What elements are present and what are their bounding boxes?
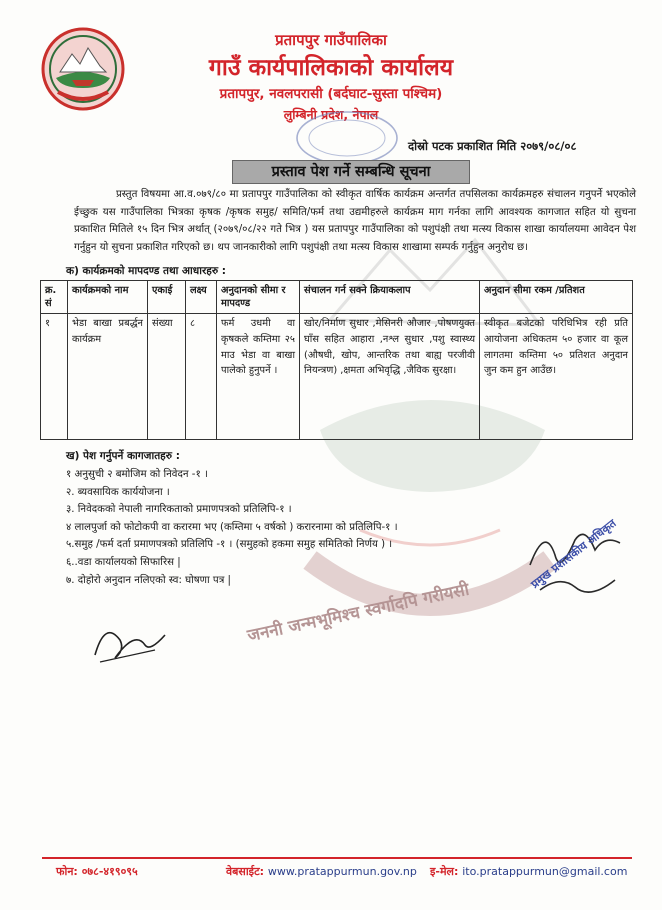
list-item: १ अनुसुची २ बमोजिम को निवेदन -१ । (66, 469, 208, 480)
watermark-motto: जननी जन्मभूमिश्च स्वर्गादपि गरीयसी (245, 579, 472, 647)
footer-web-label: वेबसाईट: (226, 865, 265, 878)
office-stamp-icon (292, 108, 402, 168)
table-row (41, 314, 633, 440)
cell-sn: १ (41, 314, 68, 440)
cell-target: ८ (186, 314, 217, 440)
list-item: ४ लालपुर्जा को फोटोकपी वा करारमा भए (कम्तिमा ५ वर्षको ) करारनामा को प्रतिलिपि-१ । (66, 521, 398, 533)
list-item: ५.समुह /फर्म दर्ता प्रमाणपत्रको प्रतिलिपि -१ । (समुहको हकमा समुह समितिको निर्णय ) । (66, 539, 393, 551)
col-header-activities: संचालन गर्न सक्ने क्रियाकलाप (300, 281, 480, 314)
footer-email-label: इ-मेल: (430, 865, 459, 878)
office-title: गाउँ कार्यपालिकाको कार्यालय (208, 55, 454, 81)
list-item: ३. निवेदकको नेपाली नागरिकताको प्रमाणपत्रको प्रतिलिपि-१ । (66, 504, 292, 516)
office-address: प्रतापपुर, नवलपरासी (बर्दघाट-सुस्ता पश्चिम) (219, 86, 443, 102)
footer-web-link[interactable]: www.pratappurmun.gov.np (267, 865, 417, 878)
footer-email-link[interactable]: ito.pratappurmun@gmail.com (462, 865, 628, 878)
list-item: ६..वडा कार्यालयको सिफारिस | (66, 556, 181, 568)
footer-email (430, 864, 627, 879)
signature-icon (85, 610, 175, 670)
publication-date: दोस्रो पटक प्रकाशित मिति २०७९/०८/०८ (408, 139, 577, 153)
footer-phone-value: ०७८-४१९०९५ (81, 865, 138, 878)
officer-stamp-text: प्रमुख प्रशासकीय अधिकृत (528, 516, 619, 592)
cell-unit: संख्या (148, 314, 186, 440)
footer-phone-label: फोन: (56, 865, 78, 878)
office-municipality-name: प्रतापपुर गाउँपालिका (275, 31, 387, 49)
footer-phone (56, 864, 138, 879)
office-province: लुम्बिनी प्रदेश, नेपाल (283, 107, 379, 122)
col-header-unit: एकाई (148, 281, 186, 314)
col-header-sn: क्र. सं (41, 281, 68, 314)
col-header-grant: अनुदान सीमा रकम /प्रतिशत (480, 281, 633, 314)
list-item: २. ब्यवसायिक कार्ययोजना । (66, 486, 170, 498)
section-b-heading: ख) पेश गर्नुपर्ने कागजातहरु : (66, 450, 180, 462)
cell-name: भेडा बाखा प्रबर्द्धन कार्यक्रम (68, 314, 148, 440)
section-a-heading: क) कार्यक्रमको मापदण्ड तथा आधारहरु : (66, 265, 226, 277)
cell-activities: खोर/निर्माण सुधार ,मेसिनरी औजार ,पोषणयुक्त घाँस सहित आहारा ,नश्ल सुधार ,पशु स्वास्थ्य (औषधी, खोप, आन्तरिक तथा बाह्य परजीवी नियन्त्रण) ,क्षमता अभिवृद्धि ,जैविक सुरक्षा। (300, 314, 480, 440)
col-header-target: लक्ष्य (186, 281, 217, 314)
notice-body-paragraph: प्रस्तुत विषयमा आ.व.०७९/८० मा प्रतापपुर गाउँपालिका को स्वीकृत वार्षिक कार्यक्रम अन्तर्गत तपसिलका कार्यक्रमहरु संचालन गनुपर्ने भएकोले ईच्छुक यस गाउँपालिका भित्रका कृषक /कृषक समुह/ समिति/फर्म तथा उद्यमीहरुले कार्यक्रम माग गर्नका लागि आवश्यक कागजात सहित यो सुचना प्रकाशित मितिले १५ दिन भित्र अर्थात् (२०७९/०८/२२ गते भित्र ) यस प्रतापपुर गाउँपालिका को पशुपंक्षी तथा मत्स्य विकास शाखा कार्यालयमा आवेदन पेश गर्नुहुन यो सुचना प्रकाशित गरिएको छ। थप जानकारीको लागि पशुपंक्षी तथा मत्स्य विकास शाखामा सम्पर्क गर्नुहुन अनुरोध छ। (74, 189, 636, 253)
required-documents-list (66, 466, 398, 589)
col-header-name: कार्यक्रमको नाम (68, 281, 148, 314)
cell-grant: स्वीकृत बजेटको परिधिभित्र रही प्रति आयोजना अधिकतम ५० हजार वा कूल लागतमा कम्तिमा ५० प्रतिशत अनुदान जुन कम हुन आउँछ। (480, 314, 633, 440)
program-criteria-table (40, 280, 633, 440)
col-header-criteria: अनुदानको सीमा र मापदण्ड (217, 281, 300, 314)
list-item: ७. दोहोरो अनुदान नलिएको स्व: घोषणा पत्र | (66, 574, 231, 586)
footer-divider (42, 857, 632, 859)
notice-title: प्रस्ताव पेश गर्ने सम्बन्धि सूचना (232, 160, 470, 184)
table-header-row (41, 281, 633, 314)
footer-website (226, 864, 417, 879)
cell-criteria: फर्म उधमी वा कृषकले कम्तिमा २५ माउ भेडा वा बाखा पालेको हुनुपर्ने । (217, 314, 300, 440)
